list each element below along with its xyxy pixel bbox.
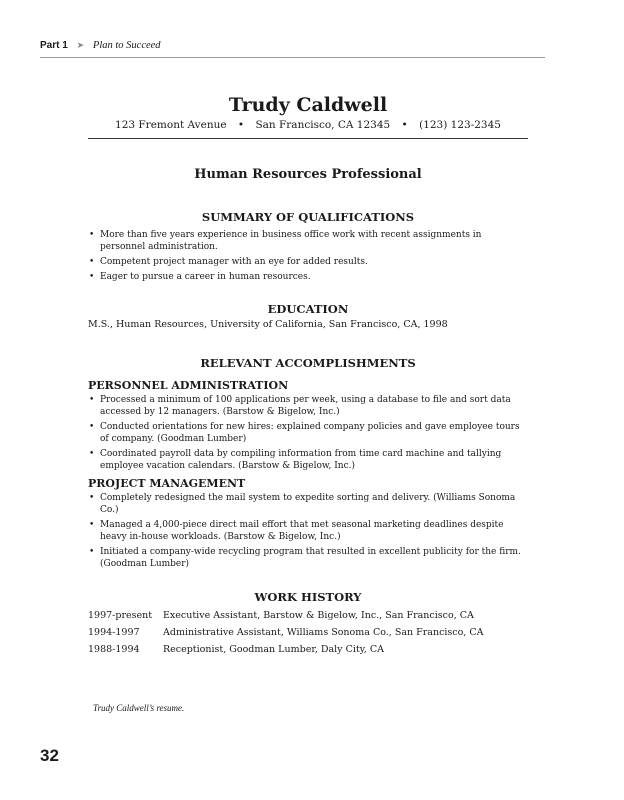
personnel-heading: PERSONNEL ADMINISTRATION xyxy=(88,379,289,392)
list-item: • Conducted orientations for new hires: explained company policies and gave employee tours of company. (Goodman Lumber) xyxy=(88,421,528,445)
table-row xyxy=(88,610,484,627)
table-row xyxy=(88,644,484,661)
list-item: • Processed a minimum of 100 applications per week, using a database to file and sort data accessed by 12 managers. (Barstow & Bigelow, Inc.) xyxy=(88,394,528,418)
list-item: • Managed a 4,000-piece direct mail effort that met seasonal marketing deadlines despite heavy in-house workloads. (Barstow & Bigelow, Inc.) xyxy=(88,519,528,543)
list-item: • Coordinated payroll data by compiling information from time card machine and tallying employee vacation calendars. (Barstow & Bigelow, Inc.) xyxy=(88,448,528,472)
summary-list xyxy=(88,229,528,283)
list-item: • Eager to pursue a career in human resources. xyxy=(88,271,528,283)
list-item: • More than five years experience in business office work with recent assignments in personnel administration. xyxy=(88,229,528,253)
work-history-heading: WORK HISTORY xyxy=(254,590,362,604)
contact-address: 123 Fremont Avenue xyxy=(115,119,227,131)
contact-line xyxy=(88,118,528,139)
arrow-icon: ➤ xyxy=(76,40,85,50)
summary-heading: SUMMARY OF QUALIFICATIONS xyxy=(201,210,415,224)
running-head xyxy=(40,40,545,58)
accomplishments-heading: RELEVANT ACCOMPLISHMENTS xyxy=(200,356,416,370)
contact-separator: • xyxy=(237,119,245,131)
contact-phone: (123) 123-2345 xyxy=(419,119,501,131)
education-line: M.S., Human Resources, University of California, San Francisco, CA, 1998 xyxy=(88,319,448,330)
chapter-title: Plan to Succeed xyxy=(92,40,161,51)
education-heading: EDUCATION xyxy=(267,302,349,316)
resume-name: Trudy Caldwell xyxy=(228,94,388,116)
work-role: Executive Assistant, Barstow & Bigelow, Inc., San Francisco, CA xyxy=(163,610,474,621)
contact-separator: • xyxy=(401,119,408,131)
contact-city: San Francisco, CA 12345 xyxy=(255,119,391,131)
work-dates: 1997-present xyxy=(88,610,153,621)
work-role: Administrative Assistant, Williams Sonoma Co., San Francisco, CA xyxy=(163,627,484,638)
part-label: Part 1 xyxy=(40,40,68,51)
figure-caption: Trudy Caldwell’s resume. xyxy=(93,703,185,713)
objective-title: Human Resources Professional xyxy=(194,167,422,182)
table-row xyxy=(88,627,484,644)
work-history-table xyxy=(88,610,484,661)
project-list xyxy=(88,492,528,570)
work-role: Receptionist, Goodman Lumber, Daly City, CA xyxy=(163,644,384,655)
resume xyxy=(88,94,528,661)
personnel-list xyxy=(88,394,528,472)
list-item: • Competent project manager with an eye for added results. xyxy=(88,256,528,268)
list-item: • Initiated a company-wide recycling program that resulted in excellent publicity for the firm. (Goodman Lumber) xyxy=(88,546,528,570)
project-heading: PROJECT MANAGEMENT xyxy=(88,477,246,490)
work-dates: 1994-1997 xyxy=(88,627,140,638)
list-item: • Completely redesigned the mail system to expedite sorting and delivery. (Williams Sonoma Co.) xyxy=(88,492,528,516)
work-dates: 1988-1994 xyxy=(88,644,140,655)
page-number: 32 xyxy=(40,746,59,765)
